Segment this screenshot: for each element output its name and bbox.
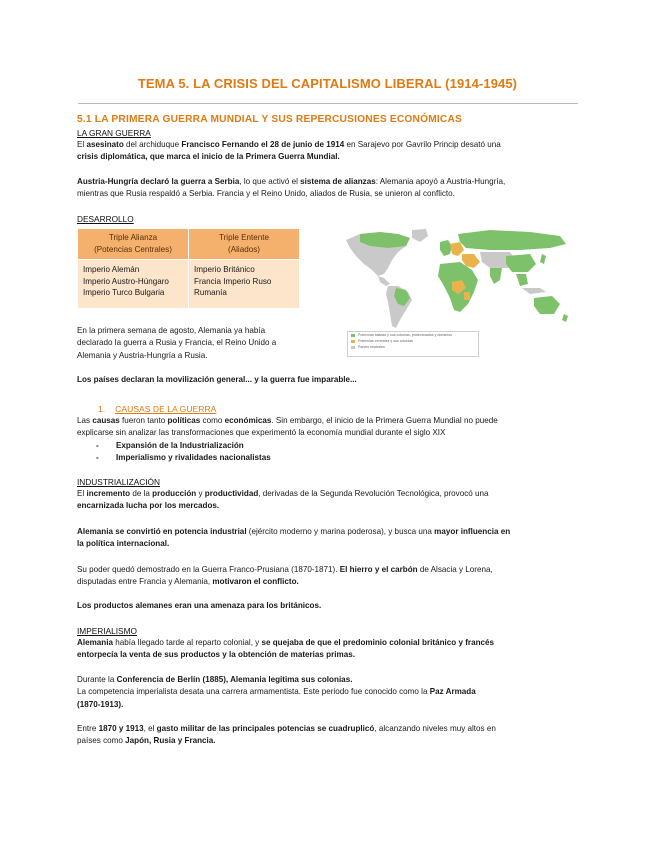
paragraph-gasto-militar: Entre 1870 y 1913, el gasto militar de las principales potencias se cuadruplicó, alcanzando niveles muy altos en países como Japón, Rusia y Francia. (77, 724, 496, 746)
map-greenland (412, 229, 428, 242)
map-europe-west (440, 240, 452, 256)
paragraph-asesinato: El asesinato del archiduque Francisco Fernando el 28 de junio de 1914 en Sarajevo por Gavrilo Princip desató una crisis diplomática, que marca el inicio de la Primera Guerra Mundial. (77, 140, 501, 162)
table-header-triple-entente: Triple Entente (Aliados) (189, 229, 300, 260)
list-item: - Imperialismo y rivalidades nacionalistas (96, 453, 271, 462)
paragraph-potencia-industrial: Alemania se convirtió en potencia industrial (ejército moderno y marina poderosa), y busca una mayor influencia en la política internacional. (77, 527, 511, 549)
map-southeast-asia (516, 274, 528, 286)
map-africa-east-colony (464, 292, 470, 300)
heading-causas: 1. CAUSAS DE LA GUERRA (98, 404, 217, 414)
heading-industrializacion: INDUSTRIALIZACIÓN (77, 477, 160, 487)
paragraph-reparto-colonial: Alemania había llegado tarde al reparto colonial, y se quejaba de que el predominio colonial británico y francés entorpecía la venta de sus productos y la obtención de materias primas. (77, 638, 495, 660)
paragraph-franco-prusiana: Su poder quedó demostrado en la Guerra Franco-Prusiana (1870-1871). El hierro y el carbón de Alsacia y Lorena, disputadas entre Francia y Alemania, motivaron el conflicto. (77, 565, 493, 587)
world-map-image (340, 226, 578, 332)
legend-swatch-neutral (351, 346, 355, 349)
legend-item-central: Potencias centrales y sus colonias (348, 338, 478, 344)
map-japan (540, 254, 546, 264)
table-header-triple-alianza: Triple Alianza (Potencias Centrales) (78, 229, 189, 260)
heading-imperialismo: IMPERIALISMO (77, 626, 137, 636)
title-divider (78, 103, 578, 104)
map-europe-central (450, 242, 464, 256)
map-china (506, 254, 536, 272)
alliances-table (77, 228, 300, 309)
map-russia (458, 230, 566, 250)
page-title: TEMA 5. LA CRISIS DEL CAPITALISMO LIBERAL (1914-1945) (137, 76, 518, 91)
map-new-zealand (562, 314, 568, 322)
list-item: - Expansión de la Industrialización (96, 441, 244, 450)
heading-gran-guerra: LA GRAN GUERRA (77, 128, 151, 138)
map-india (490, 268, 502, 284)
legend-swatch-allies (351, 334, 355, 337)
heading-desarrollo: DESARROLLO (77, 214, 134, 224)
paragraph-alianzas: Austria-Hungría declaró la guerra a Serbia, lo que activó el sistema de alianzas: Alemania apoyó a Austria-Hungría, mientras que Rusia respaldó a Serbia. Francia y el Reino Unido, aliados de Rusia, se unieron al conflicto. (77, 177, 506, 199)
section-title: 5.1 LA PRIMERA GUERRA MUNDIAL Y SUS REPERCUSIONES ECONÓMICAS (77, 114, 463, 125)
paragraph-agosto: En la primera semana de agosto, Alemania ya había declarado la guerra a Rusia y Francia, el Reino Unido a Alemania y Austria-Hungría a Rusia. (77, 326, 277, 360)
legend-swatch-central (351, 340, 355, 343)
paragraph-movilizacion: Los países declaran la movilización general... y la guerra fue imparable... (77, 375, 357, 384)
legend-item-allies: Potencias aliadas y sus colonias, protectorados y dominios (348, 332, 478, 338)
map-australia (534, 296, 560, 314)
map-indonesia (522, 288, 546, 294)
map-central-america (378, 276, 390, 286)
table-cell-allies: Imperio Británico Francia Imperio Ruso Rumanía (189, 260, 300, 309)
legend-item-neutral: Países neutrales (348, 344, 478, 350)
map-legend (347, 331, 479, 357)
paragraph-incremento: El incremento de la producción y productividad, derivadas de la Segunda Revolución Tecnológica, provocó una encarnizada lucha por los mercados. (77, 489, 489, 511)
table-cell-central-powers: Imperio Alemán Imperio Austro-Húngaro Imperio Turco Bulgaria (78, 260, 189, 309)
paragraph-productos-alemanes: Los productos alemanes eran una amenaza para los británicos. (77, 601, 322, 610)
paragraph-conferencia-berlin: Durante la Conferencia de Berlín (1885), Alemania legitima sus colonias. La competencia imperialista desata una carrera armamentista. Este periodo fue conocido como la Paz Armada (1870-1913). (77, 675, 476, 709)
paragraph-causas: Las causas fueron tanto políticas como económicas. Sin embargo, el inicio de la Primera Guerra Mundial no puede explicarse sin analizar las transformaciones que experimentó la economía mundial durante el siglo XIX (77, 416, 498, 438)
